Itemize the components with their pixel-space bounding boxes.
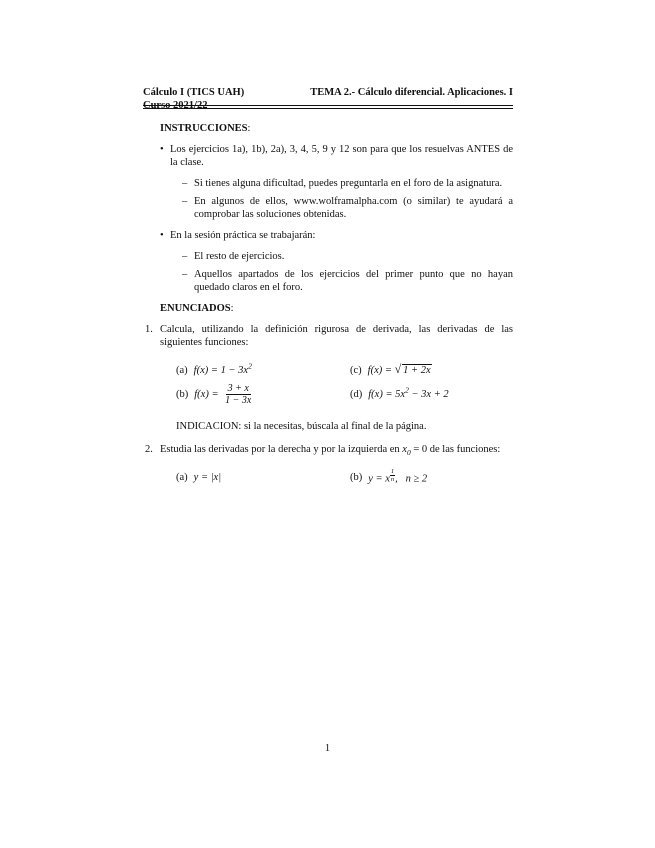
- list-item: – Si tienes alguna dificultad, puedes preguntarla en el foro de la asignatura.: [182, 178, 503, 189]
- sub-list: [170, 250, 513, 294]
- sub-list: [170, 177, 513, 221]
- dash-icon: –: [182, 269, 188, 280]
- course-title: Cálculo I (TICS UAH): [143, 87, 245, 98]
- exercise-2: [143, 443, 513, 486]
- exercise-item-c: (c) f(x) = √ 1 + 2x: [350, 362, 431, 376]
- exercise-items: [176, 361, 513, 406]
- header-rule: [143, 108, 513, 109]
- bullet-icon: •: [160, 230, 164, 241]
- document-body: [143, 122, 513, 486]
- instructions-heading: INSTRUCCIONES:: [160, 123, 251, 134]
- page-number: 1: [324, 743, 331, 754]
- fraction: $\frac{3 + x}{1 - 3x}$: [225, 383, 252, 406]
- exercise-item-b: (b) f(x) = $\frac{3 + x}{1 - 3x}$: [176, 383, 252, 406]
- exercise-item-a: (a) y = |x|: [176, 471, 222, 483]
- exercise-number: 2.: [145, 444, 153, 455]
- exercise-item-b: (b) y = x $^{\frac{1}{n}}$ , n ≥ 2: [350, 468, 428, 485]
- list-item: • En la sesión práctica se trabajarán: – El resto de ejercicios. – Aquellos apartados de los ejercicios del primer punto que no hayan quedado claros en el foro.: [160, 230, 513, 293]
- dash-icon: –: [182, 251, 188, 262]
- list-item: – Aquellos apartados de los ejercicios del primer punto que no hayan quedado claros en el foro.: [182, 269, 513, 293]
- instructions-list: [143, 143, 513, 294]
- header-rule: [143, 105, 513, 106]
- exercise-item-d: (d) $f(x) = 5x^2 - 3x + 2$: [350, 385, 449, 400]
- exercise-text: Calcula, utilizando la definición rigurosa de derivada, las derivadas de las siguientes funciones:: [160, 324, 513, 348]
- exercise-item-a: (a) $f(x) = 1 - 3x^2$: [176, 361, 252, 376]
- list-item: – En algunos de ellos, www.wolframalpha.com (o similar) te ayudará a comprobar las soluciones obtenidas.: [182, 196, 513, 220]
- bullet-icon: •: [160, 144, 164, 155]
- exercise-text: Estudia las derivadas por la derecha y por la izquierda en $x_0 = 0$ de las funciones:: [160, 444, 501, 458]
- exercise-1: [143, 323, 513, 433]
- sqrt-icon: √: [394, 362, 402, 376]
- list-item: – El resto de ejercicios.: [182, 251, 285, 262]
- exercise-number: 1.: [145, 324, 153, 335]
- hint-note: INDICACION: si la necesitas, búscala al final de la página.: [176, 421, 427, 432]
- statements-heading: ENUNCIADOS:: [160, 303, 234, 314]
- exercise-items: [176, 468, 513, 486]
- exponent-fraction: 1 n: [390, 468, 395, 484]
- topic-title: TEMA 2.- Cálculo diferencial. Aplicaciones. I: [310, 87, 513, 98]
- list-item: • Los ejercicios 1a), 1b), 2a), 3, 4, 5, 9 y 12 son para que los resuelvas ANTES de la clase. – Si tienes alguna dificultad, puedes preguntarla en el foro de la asignatura. – En algunos de ellos, www.wolframalpha.com (o similar) te ayudará a comprobar las soluciones obtenidas.: [160, 144, 513, 220]
- course-year: Curso 2021/22: [143, 100, 208, 111]
- dash-icon: –: [182, 196, 188, 207]
- exercise-list: [143, 323, 513, 486]
- dash-icon: –: [182, 178, 188, 189]
